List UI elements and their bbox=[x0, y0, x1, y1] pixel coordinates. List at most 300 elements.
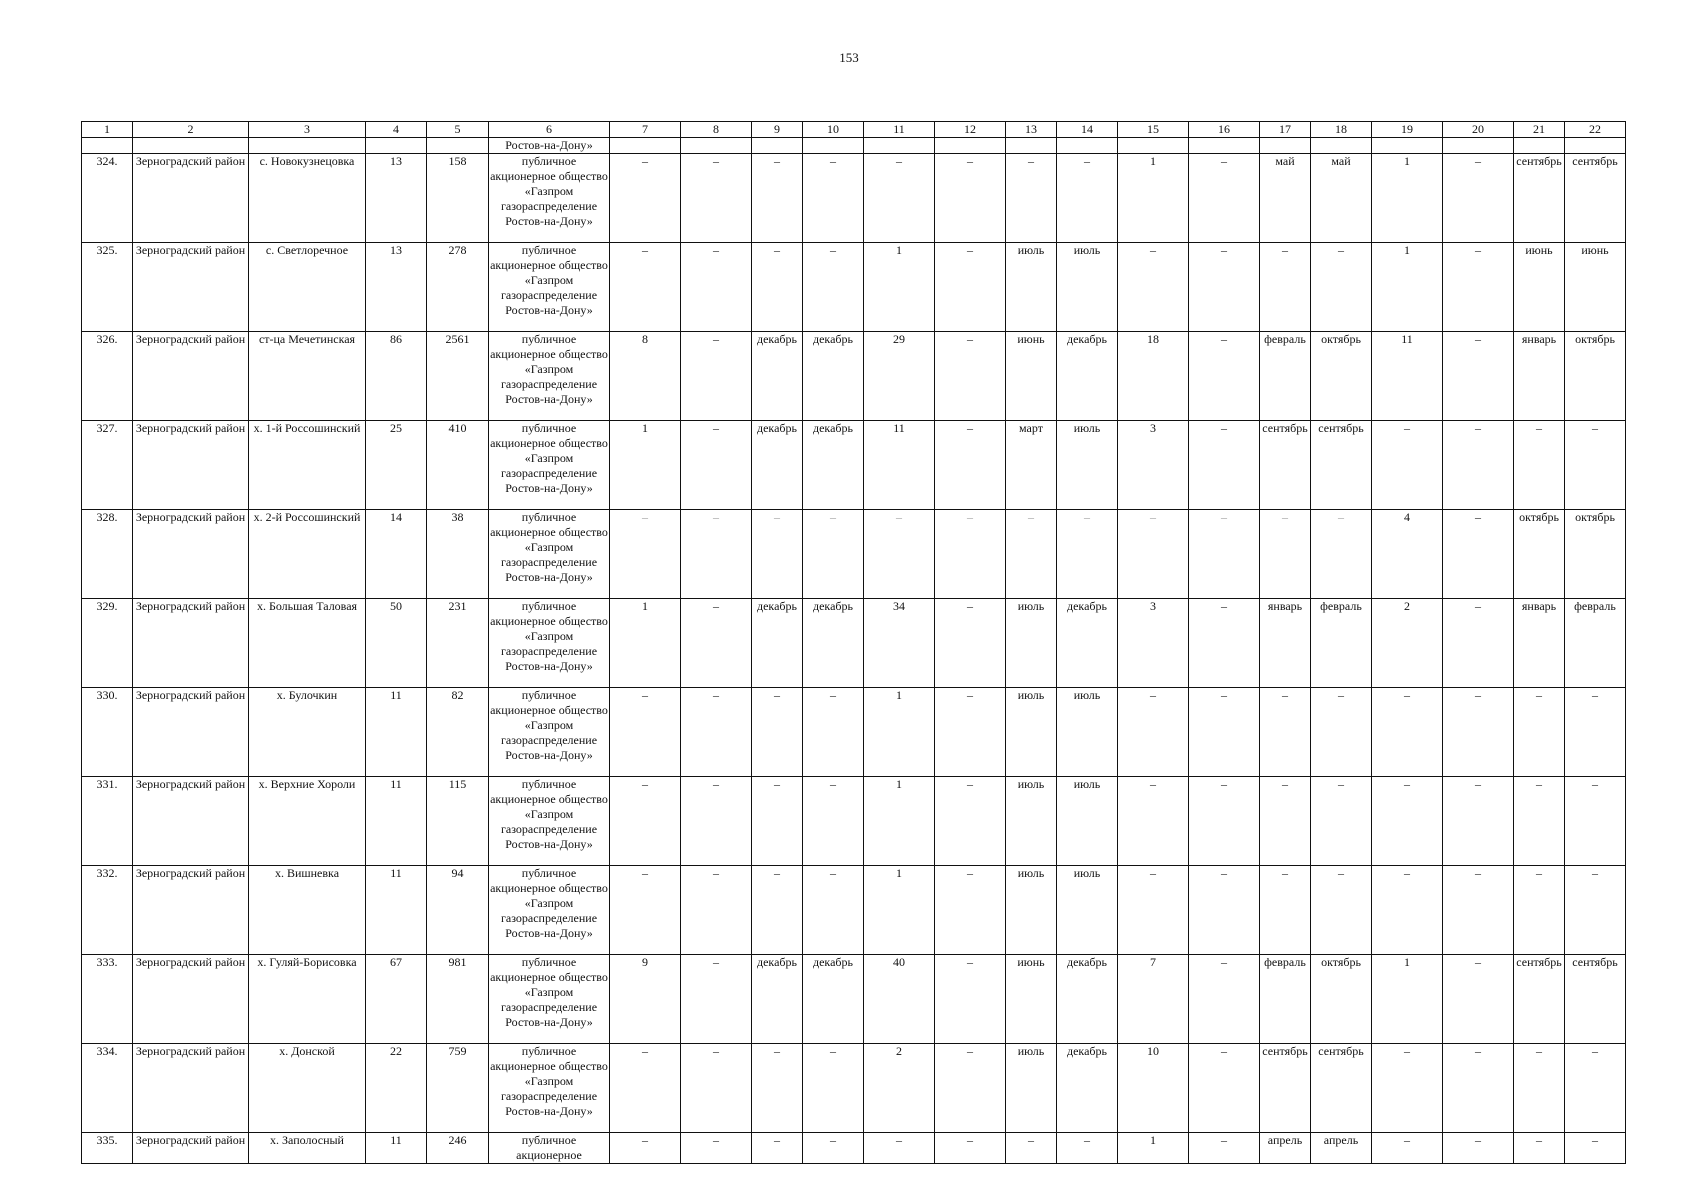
table-cell: – bbox=[1372, 1044, 1443, 1133]
column-header: 18 bbox=[1311, 122, 1372, 138]
table-cell: – bbox=[1189, 510, 1260, 599]
table-cell: июль bbox=[1057, 777, 1118, 866]
table-cell: Зерноградский район bbox=[133, 154, 249, 243]
table-cell: декабрь bbox=[1057, 599, 1118, 688]
table-cell: – bbox=[803, 1133, 864, 1164]
table-cell: – bbox=[1118, 866, 1189, 955]
empty-cell bbox=[427, 138, 489, 154]
table-cell: 231 bbox=[427, 599, 489, 688]
table-cell: – bbox=[1443, 243, 1514, 332]
table-cell: х. Гуляй-Борисовка bbox=[249, 955, 366, 1044]
empty-cell bbox=[82, 138, 133, 154]
table-cell: – bbox=[752, 777, 803, 866]
table-cell: 13 bbox=[366, 154, 427, 243]
table-cell: – bbox=[1260, 777, 1311, 866]
table-cell: – bbox=[1189, 1044, 1260, 1133]
table-cell: декабрь bbox=[1057, 955, 1118, 1044]
table-cell: – bbox=[935, 599, 1006, 688]
table-cell: с. Новокузнецовка bbox=[249, 154, 366, 243]
table-cell: октябрь bbox=[1565, 510, 1626, 599]
table-cell: июнь bbox=[1514, 243, 1565, 332]
table-cell: – bbox=[1311, 688, 1372, 777]
table-cell: октябрь bbox=[1311, 332, 1372, 421]
table-cell: – bbox=[1443, 866, 1514, 955]
column-header: 19 bbox=[1372, 122, 1443, 138]
column-header: 21 bbox=[1514, 122, 1565, 138]
table-row bbox=[82, 1044, 1626, 1133]
table-cell: Зерноградский район bbox=[133, 688, 249, 777]
table-cell: февраль bbox=[1311, 599, 1372, 688]
table-cell: – bbox=[1514, 777, 1565, 866]
column-header: 17 bbox=[1260, 122, 1311, 138]
table-cell: 11 bbox=[864, 421, 935, 510]
table-cell: – bbox=[935, 154, 1006, 243]
table-body bbox=[82, 122, 1626, 1164]
table-cell: публичное акционерное общество «Газпром газораспределение Ростов-на-Дону» bbox=[489, 599, 610, 688]
table-cell: 1 bbox=[610, 421, 681, 510]
table-cell: Зерноградский район bbox=[133, 955, 249, 1044]
table-cell: июль bbox=[1006, 243, 1057, 332]
column-header: 10 bbox=[803, 122, 864, 138]
header-row bbox=[82, 122, 1626, 138]
table-cell: 11 bbox=[1372, 332, 1443, 421]
table-cell: 11 bbox=[366, 1133, 427, 1164]
table-cell: – bbox=[935, 955, 1006, 1044]
continuation-text: Ростов-на-Дону» bbox=[489, 138, 610, 154]
table-cell: – bbox=[752, 688, 803, 777]
empty-cell bbox=[752, 138, 803, 154]
table-cell: сентябрь bbox=[1514, 955, 1565, 1044]
table-cell: – bbox=[681, 688, 752, 777]
empty-cell bbox=[133, 138, 249, 154]
table-cell: – bbox=[610, 777, 681, 866]
table-cell: публичное акционерное общество «Газпром газораспределение Ростов-на-Дону» bbox=[489, 154, 610, 243]
table-cell: х. Донской bbox=[249, 1044, 366, 1133]
table-cell: – bbox=[1514, 1133, 1565, 1164]
table-cell: – bbox=[1311, 866, 1372, 955]
table-cell: февраль bbox=[1260, 332, 1311, 421]
column-header: 8 bbox=[681, 122, 752, 138]
table-cell: – bbox=[935, 1044, 1006, 1133]
column-header: 6 bbox=[489, 122, 610, 138]
table-cell: – bbox=[610, 1044, 681, 1133]
table-cell: 34 bbox=[864, 599, 935, 688]
table-cell: 8 bbox=[610, 332, 681, 421]
table-cell: июнь bbox=[1006, 955, 1057, 1044]
table-row bbox=[82, 510, 1626, 599]
empty-cell bbox=[1260, 138, 1311, 154]
table-cell: публичное акционерное общество «Газпром газораспределение Ростов-на-Дону» bbox=[489, 243, 610, 332]
table-cell: сентябрь bbox=[1260, 421, 1311, 510]
empty-cell bbox=[935, 138, 1006, 154]
table-cell: – bbox=[1443, 510, 1514, 599]
table-cell: – bbox=[1443, 332, 1514, 421]
table-cell: х. Вишневка bbox=[249, 866, 366, 955]
table-cell: июль bbox=[1006, 777, 1057, 866]
table-cell: – bbox=[1118, 243, 1189, 332]
table-cell: – bbox=[610, 243, 681, 332]
empty-cell bbox=[681, 138, 752, 154]
table-cell: Зерноградский район bbox=[133, 421, 249, 510]
table-cell: 11 bbox=[366, 777, 427, 866]
table-cell: апрель bbox=[1260, 1133, 1311, 1164]
table-cell: декабрь bbox=[1057, 332, 1118, 421]
table-cell: декабрь bbox=[803, 332, 864, 421]
table-cell: 328. bbox=[82, 510, 133, 599]
table-row bbox=[82, 243, 1626, 332]
table-cell: Зерноградский район bbox=[133, 1044, 249, 1133]
table-cell: – bbox=[1443, 955, 1514, 1044]
table-cell: – bbox=[803, 777, 864, 866]
table-row bbox=[82, 1133, 1626, 1164]
table-cell: 115 bbox=[427, 777, 489, 866]
table-cell: – bbox=[752, 1044, 803, 1133]
column-header: 5 bbox=[427, 122, 489, 138]
table-cell: – bbox=[1311, 510, 1372, 599]
table-cell: июль bbox=[1057, 243, 1118, 332]
table-cell: – bbox=[1260, 866, 1311, 955]
table-cell: декабрь bbox=[1057, 1044, 1118, 1133]
table-cell: 40 bbox=[864, 955, 935, 1044]
table-cell: Зерноградский район bbox=[133, 866, 249, 955]
table-cell: июль bbox=[1006, 688, 1057, 777]
table-cell: июнь bbox=[1565, 243, 1626, 332]
table-cell: – bbox=[752, 1133, 803, 1164]
table-cell: апрель bbox=[1311, 1133, 1372, 1164]
table-cell: х. Заполосный bbox=[249, 1133, 366, 1164]
table-cell: – bbox=[1565, 1044, 1626, 1133]
table-cell: – bbox=[752, 154, 803, 243]
table-cell: 10 bbox=[1118, 1044, 1189, 1133]
table-cell: – bbox=[1006, 154, 1057, 243]
table-cell: 11 bbox=[366, 688, 427, 777]
table-cell: – bbox=[1260, 243, 1311, 332]
table-cell: – bbox=[935, 510, 1006, 599]
table-cell: октябрь bbox=[1565, 332, 1626, 421]
table-cell: – bbox=[1565, 421, 1626, 510]
table-cell: 1 bbox=[1372, 154, 1443, 243]
table-cell: 3 bbox=[1118, 599, 1189, 688]
table-cell: июль bbox=[1006, 866, 1057, 955]
table-row bbox=[82, 599, 1626, 688]
table-cell: – bbox=[752, 866, 803, 955]
table-cell: публичное акционерное bbox=[489, 1133, 610, 1164]
table-cell: – bbox=[681, 1133, 752, 1164]
table-cell: ст-ца Мечетинская bbox=[249, 332, 366, 421]
table-cell: 324. bbox=[82, 154, 133, 243]
table-cell: – bbox=[1565, 1133, 1626, 1164]
register-table bbox=[81, 121, 1626, 1164]
empty-cell bbox=[803, 138, 864, 154]
table-cell: – bbox=[1443, 154, 1514, 243]
table-cell: 1 bbox=[610, 599, 681, 688]
table-row bbox=[82, 154, 1626, 243]
table-cell: – bbox=[1565, 777, 1626, 866]
table-cell: – bbox=[1514, 1044, 1565, 1133]
table-cell: – bbox=[935, 866, 1006, 955]
table-cell: – bbox=[1311, 777, 1372, 866]
table-cell: – bbox=[1443, 421, 1514, 510]
table-cell: 1 bbox=[1372, 955, 1443, 1044]
table-cell: – bbox=[681, 1044, 752, 1133]
table-cell: январь bbox=[1514, 332, 1565, 421]
column-header: 7 bbox=[610, 122, 681, 138]
table-cell: февраль bbox=[1565, 599, 1626, 688]
table-cell: публичное акционерное общество «Газпром газораспределение Ростов-на-Дону» bbox=[489, 688, 610, 777]
empty-cell bbox=[1311, 138, 1372, 154]
table-cell: 334. bbox=[82, 1044, 133, 1133]
table-cell: 82 bbox=[427, 688, 489, 777]
table-cell: 9 bbox=[610, 955, 681, 1044]
continuation-row bbox=[82, 138, 1626, 154]
table-row bbox=[82, 777, 1626, 866]
table-cell: – bbox=[1372, 688, 1443, 777]
table-cell: сентябрь bbox=[1514, 154, 1565, 243]
table-cell: 326. bbox=[82, 332, 133, 421]
table-cell: – bbox=[1372, 1133, 1443, 1164]
table-cell: 331. bbox=[82, 777, 133, 866]
table-cell: – bbox=[1189, 243, 1260, 332]
table-cell: 332. bbox=[82, 866, 133, 955]
table-cell: х. Булочкин bbox=[249, 688, 366, 777]
table-cell: – bbox=[752, 510, 803, 599]
table-cell: Зерноградский район bbox=[133, 332, 249, 421]
empty-cell bbox=[1057, 138, 1118, 154]
table-cell: 410 bbox=[427, 421, 489, 510]
table-cell: – bbox=[1006, 510, 1057, 599]
table-cell: 25 bbox=[366, 421, 427, 510]
table-cell: 327. bbox=[82, 421, 133, 510]
table-cell: Зерноградский район bbox=[133, 777, 249, 866]
table-cell: декабрь bbox=[803, 421, 864, 510]
table-cell: – bbox=[803, 243, 864, 332]
table-cell: публичное акционерное общество «Газпром газораспределение Ростов-на-Дону» bbox=[489, 955, 610, 1044]
table-cell: – bbox=[610, 510, 681, 599]
table-cell: июль bbox=[1057, 866, 1118, 955]
table-cell: – bbox=[935, 332, 1006, 421]
empty-cell bbox=[864, 138, 935, 154]
empty-cell bbox=[1118, 138, 1189, 154]
table-cell: – bbox=[864, 154, 935, 243]
column-header: 11 bbox=[864, 122, 935, 138]
empty-cell bbox=[610, 138, 681, 154]
table-cell: 158 bbox=[427, 154, 489, 243]
table-cell: 1 bbox=[1118, 1133, 1189, 1164]
table-cell: 7 bbox=[1118, 955, 1189, 1044]
table-cell: 2 bbox=[864, 1044, 935, 1133]
table-cell: 38 bbox=[427, 510, 489, 599]
table-cell: – bbox=[681, 599, 752, 688]
table-cell: публичное акционерное общество «Газпром газораспределение Ростов-на-Дону» bbox=[489, 777, 610, 866]
table-cell: 1 bbox=[864, 777, 935, 866]
column-header: 15 bbox=[1118, 122, 1189, 138]
table-cell: – bbox=[1443, 688, 1514, 777]
column-header: 9 bbox=[752, 122, 803, 138]
table-cell: июль bbox=[1006, 599, 1057, 688]
empty-cell bbox=[1189, 138, 1260, 154]
table-cell: – bbox=[1514, 866, 1565, 955]
table-cell: – bbox=[1443, 1133, 1514, 1164]
table-cell: 759 bbox=[427, 1044, 489, 1133]
empty-cell bbox=[1443, 138, 1514, 154]
table-cell: – bbox=[610, 154, 681, 243]
column-header: 12 bbox=[935, 122, 1006, 138]
table-cell: х. 1-й Россошинский bbox=[249, 421, 366, 510]
table-cell: 981 bbox=[427, 955, 489, 1044]
table-cell: 1 bbox=[1372, 243, 1443, 332]
table-cell: – bbox=[803, 154, 864, 243]
table-cell: – bbox=[1118, 777, 1189, 866]
table-cell: – bbox=[610, 688, 681, 777]
table-cell: март bbox=[1006, 421, 1057, 510]
table-cell: 94 bbox=[427, 866, 489, 955]
table-cell: – bbox=[1443, 1044, 1514, 1133]
table-cell: 86 bbox=[366, 332, 427, 421]
empty-cell bbox=[1372, 138, 1443, 154]
table-cell: – bbox=[1189, 1133, 1260, 1164]
table-cell: с. Светлоречное bbox=[249, 243, 366, 332]
table-cell: публичное акционерное общество «Газпром газораспределение Ростов-на-Дону» bbox=[489, 866, 610, 955]
table-cell: – bbox=[610, 1133, 681, 1164]
table-cell: – bbox=[1514, 421, 1565, 510]
table-cell: – bbox=[1189, 421, 1260, 510]
table-cell: 22 bbox=[366, 1044, 427, 1133]
table-cell: х. Верхние Хороли bbox=[249, 777, 366, 866]
table-cell: – bbox=[1006, 1133, 1057, 1164]
table-cell: х. Большая Таловая bbox=[249, 599, 366, 688]
table-cell: – bbox=[752, 243, 803, 332]
table-cell: декабрь bbox=[752, 955, 803, 1044]
table-cell: – bbox=[1443, 599, 1514, 688]
table-cell: сентябрь bbox=[1311, 421, 1372, 510]
table-cell: – bbox=[1372, 866, 1443, 955]
table-cell: 335. bbox=[82, 1133, 133, 1164]
table-cell: Зерноградский район bbox=[133, 1133, 249, 1164]
column-header: 13 bbox=[1006, 122, 1057, 138]
table-cell: публичное акционерное общество «Газпром газораспределение Ростов-на-Дону» bbox=[489, 510, 610, 599]
table-cell: июль bbox=[1057, 688, 1118, 777]
table-cell: – bbox=[803, 510, 864, 599]
table-cell: – bbox=[1118, 688, 1189, 777]
table-cell: – bbox=[681, 332, 752, 421]
table-cell: – bbox=[681, 421, 752, 510]
table-cell: 1 bbox=[864, 866, 935, 955]
table-cell: 2561 bbox=[427, 332, 489, 421]
column-header: 14 bbox=[1057, 122, 1118, 138]
table-cell: декабрь bbox=[752, 332, 803, 421]
table-cell: 11 bbox=[366, 866, 427, 955]
column-header: 20 bbox=[1443, 122, 1514, 138]
table-cell: – bbox=[1372, 777, 1443, 866]
column-header: 16 bbox=[1189, 122, 1260, 138]
table-row bbox=[82, 421, 1626, 510]
table-cell: публичное акционерное общество «Газпром газораспределение Ростов-на-Дону» bbox=[489, 332, 610, 421]
table-cell: – bbox=[1260, 510, 1311, 599]
table-cell: – bbox=[610, 866, 681, 955]
table-cell: 4 bbox=[1372, 510, 1443, 599]
table-cell: – bbox=[1189, 154, 1260, 243]
table-cell: июль bbox=[1006, 1044, 1057, 1133]
table-cell: – bbox=[864, 1133, 935, 1164]
table-cell: 3 bbox=[1118, 421, 1189, 510]
empty-cell bbox=[1006, 138, 1057, 154]
table-cell: февраль bbox=[1260, 955, 1311, 1044]
table-cell: 14 bbox=[366, 510, 427, 599]
table-cell: – bbox=[1565, 688, 1626, 777]
table-cell: июнь bbox=[1006, 332, 1057, 421]
table-cell: – bbox=[1189, 866, 1260, 955]
table-cell: – bbox=[935, 421, 1006, 510]
table-cell: – bbox=[803, 1044, 864, 1133]
column-header: 4 bbox=[366, 122, 427, 138]
table-cell: х. 2-й Россошинский bbox=[249, 510, 366, 599]
table-cell: публичное акционерное общество «Газпром газораспределение Ростов-на-Дону» bbox=[489, 421, 610, 510]
table-cell: октябрь bbox=[1311, 955, 1372, 1044]
table-cell: – bbox=[681, 243, 752, 332]
table-cell: – bbox=[1189, 777, 1260, 866]
table-cell: сентябрь bbox=[1565, 154, 1626, 243]
table-cell: – bbox=[1057, 1133, 1118, 1164]
table-cell: – bbox=[803, 688, 864, 777]
column-header: 22 bbox=[1565, 122, 1626, 138]
table-cell: декабрь bbox=[752, 599, 803, 688]
table-cell: январь bbox=[1514, 599, 1565, 688]
empty-cell bbox=[249, 138, 366, 154]
table-row bbox=[82, 866, 1626, 955]
table-cell: декабрь bbox=[803, 599, 864, 688]
table-cell: 29 bbox=[864, 332, 935, 421]
table-cell: май bbox=[1260, 154, 1311, 243]
table-cell: 329. bbox=[82, 599, 133, 688]
table-cell: Зерноградский район bbox=[133, 510, 249, 599]
table-cell: Зерноградский район bbox=[133, 599, 249, 688]
table-cell: 13 bbox=[366, 243, 427, 332]
table-cell: – bbox=[935, 688, 1006, 777]
table-cell: – bbox=[1372, 421, 1443, 510]
table-cell: 1 bbox=[864, 688, 935, 777]
table-cell: – bbox=[681, 154, 752, 243]
table-cell: 50 bbox=[366, 599, 427, 688]
table-cell: 1 bbox=[864, 243, 935, 332]
table-cell: 18 bbox=[1118, 332, 1189, 421]
table-cell: сентябрь bbox=[1260, 1044, 1311, 1133]
table-cell: июль bbox=[1057, 421, 1118, 510]
page-number: 153 bbox=[839, 50, 859, 65]
table-cell: май bbox=[1311, 154, 1372, 243]
table-cell: – bbox=[681, 955, 752, 1044]
table-cell: 1 bbox=[1118, 154, 1189, 243]
table-cell: – bbox=[1443, 777, 1514, 866]
empty-cell bbox=[1514, 138, 1565, 154]
table-cell: октябрь bbox=[1514, 510, 1565, 599]
table-cell: – bbox=[1189, 955, 1260, 1044]
table-cell: – bbox=[1189, 688, 1260, 777]
table-cell: декабрь bbox=[803, 955, 864, 1044]
empty-cell bbox=[366, 138, 427, 154]
empty-cell bbox=[1565, 138, 1626, 154]
table-cell: декабрь bbox=[752, 421, 803, 510]
table-cell: 246 bbox=[427, 1133, 489, 1164]
table-cell: публичное акционерное общество «Газпром газораспределение Ростов-на-Дону» bbox=[489, 1044, 610, 1133]
table-cell: – bbox=[1189, 599, 1260, 688]
table-cell: 333. bbox=[82, 955, 133, 1044]
table-cell: сентябрь bbox=[1311, 1044, 1372, 1133]
table-cell: – bbox=[864, 510, 935, 599]
table-cell: 2 bbox=[1372, 599, 1443, 688]
table-cell: – bbox=[681, 510, 752, 599]
table-cell: – bbox=[1311, 243, 1372, 332]
table-cell: – bbox=[1260, 688, 1311, 777]
